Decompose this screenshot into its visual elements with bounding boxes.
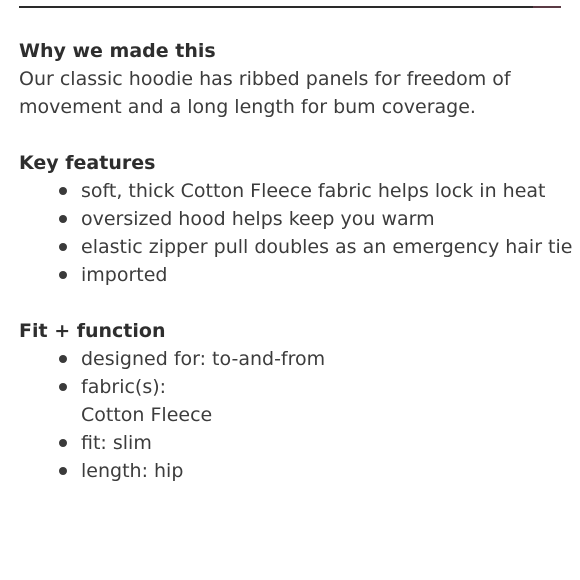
fit-text: length: hip (81, 460, 184, 482)
key-features-list (19, 177, 575, 289)
why-line-2: movement and a long length for bum coverage. (19, 96, 476, 118)
why-description (19, 65, 575, 121)
key-features-section (19, 149, 575, 289)
fit-function-heading: Fit + function (19, 320, 166, 342)
list-item (57, 373, 575, 429)
fabric-value: Cotton Fleece (81, 404, 213, 426)
fit-text: fabric(s): (81, 376, 167, 398)
list-item (57, 205, 575, 233)
bullet-icon (59, 271, 67, 279)
fit-text: fit: slim (81, 432, 152, 454)
feature-text: elastic zipper pull doubles as an emergency hair tie (81, 236, 573, 258)
bullet-icon (59, 383, 67, 391)
fit-function-list (19, 345, 575, 485)
top-divider-accent (533, 6, 561, 8)
feature-text: imported (81, 264, 168, 286)
list-item (57, 177, 575, 205)
list-item (57, 233, 575, 261)
fit-text: designed for: to-and-from (81, 348, 326, 370)
fit-function-section (19, 317, 575, 485)
list-item (57, 261, 575, 289)
bullet-icon (59, 187, 67, 195)
why-line-1: Our classic hoodie has ribbed panels for freedom of (19, 68, 511, 90)
bullet-icon (59, 467, 67, 475)
feature-text: oversized hood helps keep you warm (81, 208, 435, 230)
feature-text: soft, thick Cotton Fleece fabric helps lock in heat (81, 180, 546, 202)
bullet-icon (59, 355, 67, 363)
list-item (57, 345, 575, 373)
why-section (19, 37, 575, 121)
top-divider (19, 6, 561, 8)
bullet-icon (59, 439, 67, 447)
product-details (19, 37, 575, 485)
bullet-icon (59, 243, 67, 251)
why-heading: Why we made this (19, 40, 216, 62)
key-features-heading: Key features (19, 152, 156, 174)
list-item (57, 429, 575, 457)
bullet-icon (59, 215, 67, 223)
list-item (57, 457, 575, 485)
